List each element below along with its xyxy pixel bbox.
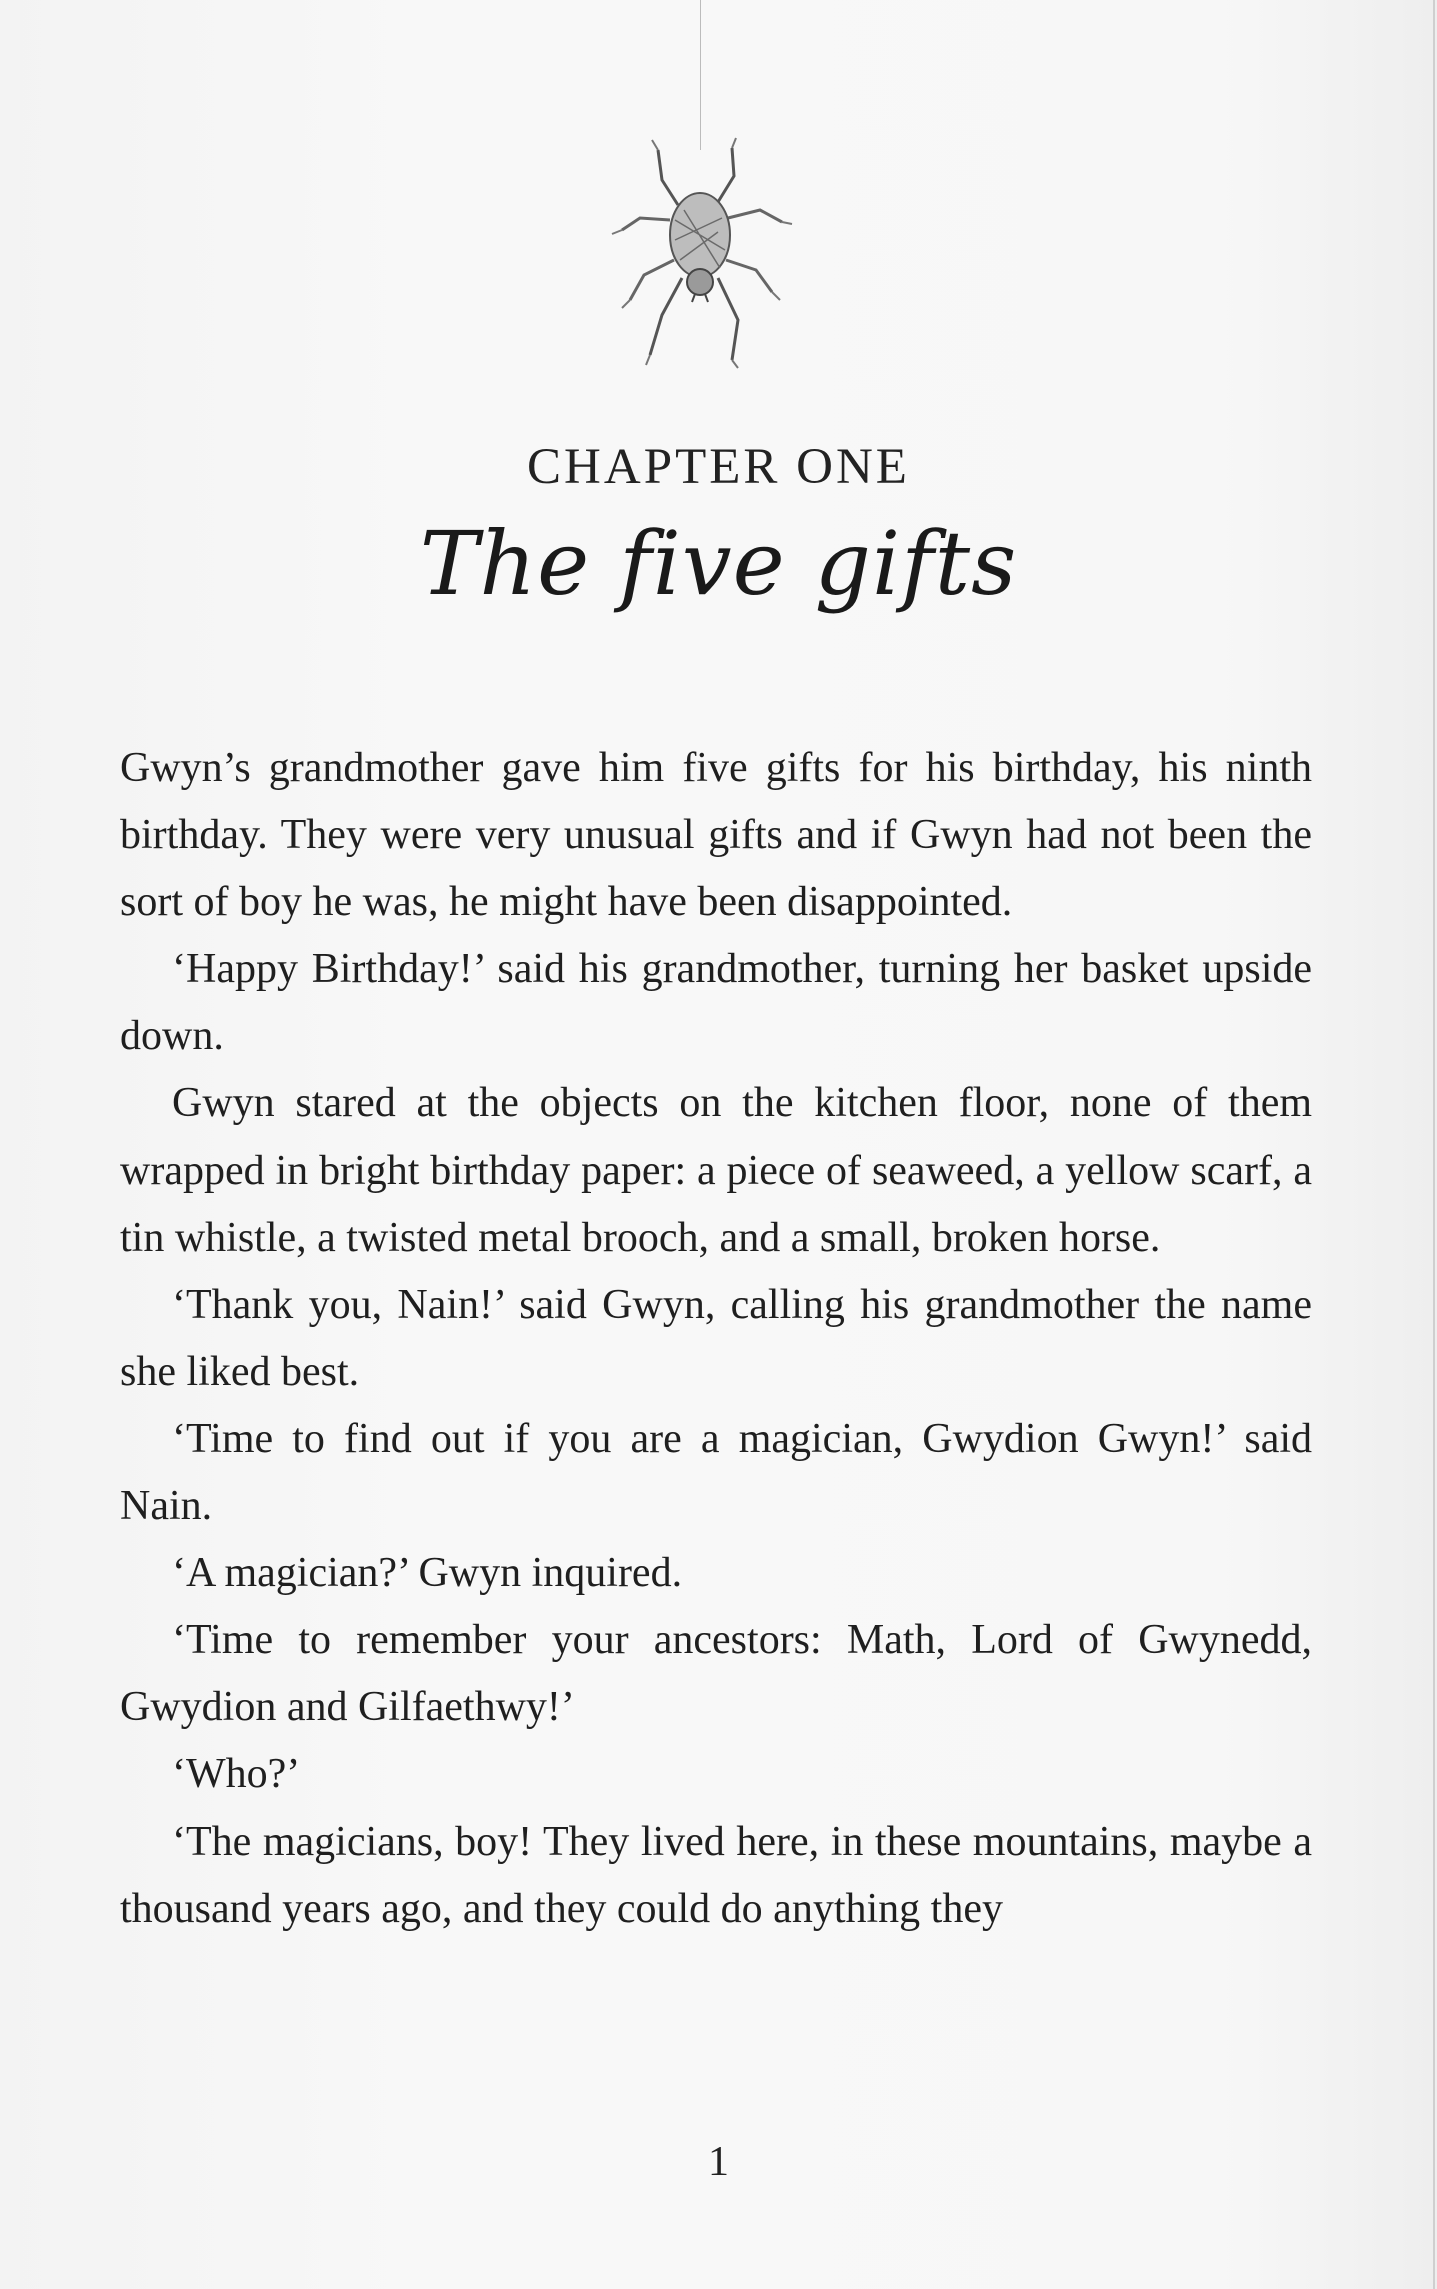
spider-icon [600, 110, 810, 400]
paragraph: ‘A magician?’ Gwyn inquired. [172, 1550, 683, 1597]
page-edge [1433, 0, 1435, 2289]
paragraph: ‘Happy Birthday!’ said his grandmother, turning her basket upside down. [120, 946, 1312, 1060]
chapter-title: The five gifts [419, 512, 1018, 615]
paragraph: ‘Time to find out if you are a magician, Gwydion Gwyn!’ said Nain. [120, 1415, 1312, 1530]
paragraph: ‘Who?’ [172, 1751, 301, 1798]
paragraph: ‘The magicians, boy! They lived here, in these mountains, maybe a thousand years ago, and they could do anything they [120, 1818, 1312, 1932]
page-number: 1 [708, 2139, 729, 2185]
paragraph: Gwyn’s grandmother gave him five gifts for his birthday, his ninth birthday. They were very unusual gifts and if Gwyn had not been the sort of boy he was, he might have been disappointed. [120, 745, 1312, 926]
paragraph: ‘Time to remember your ancestors: Math, Lord of Gwynedd, Gwydion and Gilfaethwy!’ [120, 1617, 1312, 1731]
body-text [120, 735, 1312, 1943]
paragraph: Gwyn stared at the objects on the kitchen floor, none of them wrapped in bright birthday paper: a piece of seaweed, a yellow scarf, a tin whistle, a twisted metal brooch, and a small, broken horse. [120, 1080, 1312, 1261]
paragraph: ‘Thank you, Nain!’ said Gwyn, calling his grandmother the name she liked best. [120, 1281, 1312, 1395]
chapter-label: CHAPTER ONE [527, 439, 910, 495]
